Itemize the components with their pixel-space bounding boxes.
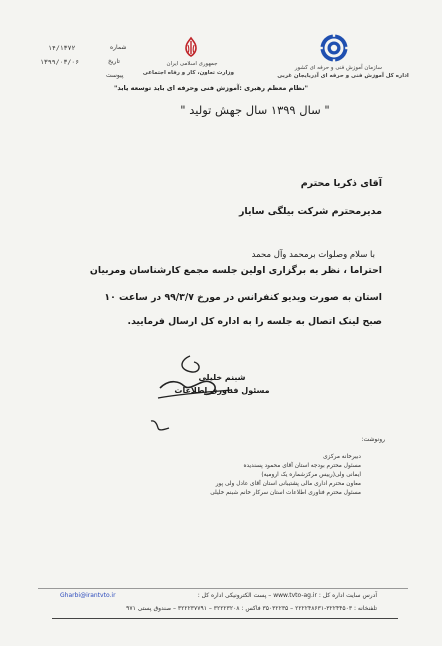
signer-title: مسئول فناوری اطلاعات bbox=[174, 386, 270, 395]
leader-motto: "نظام معظم رهبری :آموزش فنی وحرفه ای باید توسعه یابد" bbox=[113, 84, 309, 92]
year-slogan: " سال ۱۳۹۹ سال جهش تولید " bbox=[180, 103, 330, 117]
footer-divider bbox=[38, 588, 408, 589]
date-label: تاریخ bbox=[108, 58, 120, 65]
ministry-line-2: وزارت تعاون، کار و رفاه اجتماعی bbox=[142, 70, 234, 76]
recipient-name: آقای ذکریا محترم bbox=[300, 178, 382, 189]
paragraph-line-3: صبح لینک اتصال به جلسه را به اداره کل ارسال فرمایید. bbox=[127, 316, 382, 327]
footer-email[interactable]: Gharbi@irantvto.ir bbox=[60, 592, 116, 599]
organization-line-2: اداره کل آموزش فنی و حرفه ای آذربایجان غربی bbox=[277, 73, 409, 79]
footer-address-line: آدرس سایت اداره کل : www.tvto-ag.ir – پست الکترونیکی اداره کل : bbox=[197, 592, 377, 599]
attachment-label: پیوست bbox=[106, 72, 124, 79]
recipient-title: مدیرمحترم شرکت بیلگی سایار bbox=[238, 206, 382, 217]
greeting: با سلام وصلوات برمحمد وآل محمد bbox=[251, 250, 375, 260]
cc-label: رونوشت: bbox=[361, 436, 385, 443]
cc-item: مسئول محترم بودجه استان آقای محمود پسندیده bbox=[243, 463, 361, 469]
signer-name: شبنم خلیلی bbox=[198, 373, 246, 382]
check-stroke-mark bbox=[149, 418, 171, 434]
footer-bottom-rule bbox=[52, 618, 398, 619]
organization-line-1: سازمان آموزش فنی و حرفه ای کشور bbox=[294, 65, 382, 71]
cc-item: دبیرخانه مرکزی bbox=[323, 454, 361, 460]
paragraph-line-2: استان به صورت ویدیو کنفرانس در مورخ ۹۹/۳/۷ در ساعت ۱۰ bbox=[104, 292, 382, 303]
iran-emblem-icon bbox=[180, 36, 202, 58]
cc-item: معاون محترم اداری مالی پشتیبانی استان آقای عادل ولی پور bbox=[215, 481, 361, 487]
cc-item: مسئول محترم فناوری اطلاعات استان سرکار خانم شبنم خلیلی bbox=[210, 490, 361, 496]
ministry-line-1: جمهوری اسلامی ایران bbox=[166, 61, 218, 67]
organization-logo-icon bbox=[319, 33, 349, 63]
footer-phone-line: تلفنخانه : ۳۲۲۴۴۵۰۳-۲۲۲۲۴۸۶۳۱ – ۳۵۰۳۲۲۳۵ فاکس : ۳۲۲۲۳۲۰۸ – ۳۲۲۲۳۷۷۹۱ – صندوق پستی ۹۷۱ bbox=[126, 605, 377, 612]
cc-item: ایمانی ولی(رییس مرکزشماره یک ارومیه) bbox=[261, 472, 361, 478]
number-value: ۱۴/۱۳۷۲ bbox=[48, 44, 76, 52]
date-value: ۱۳۹۹/۰۳/۰۶ bbox=[40, 58, 80, 66]
number-label: شماره bbox=[110, 44, 127, 51]
paragraph-line-1: احتراما ، نظر به برگزاری اولین جلسه مجمع کارشناسان ومربیان bbox=[89, 265, 382, 276]
